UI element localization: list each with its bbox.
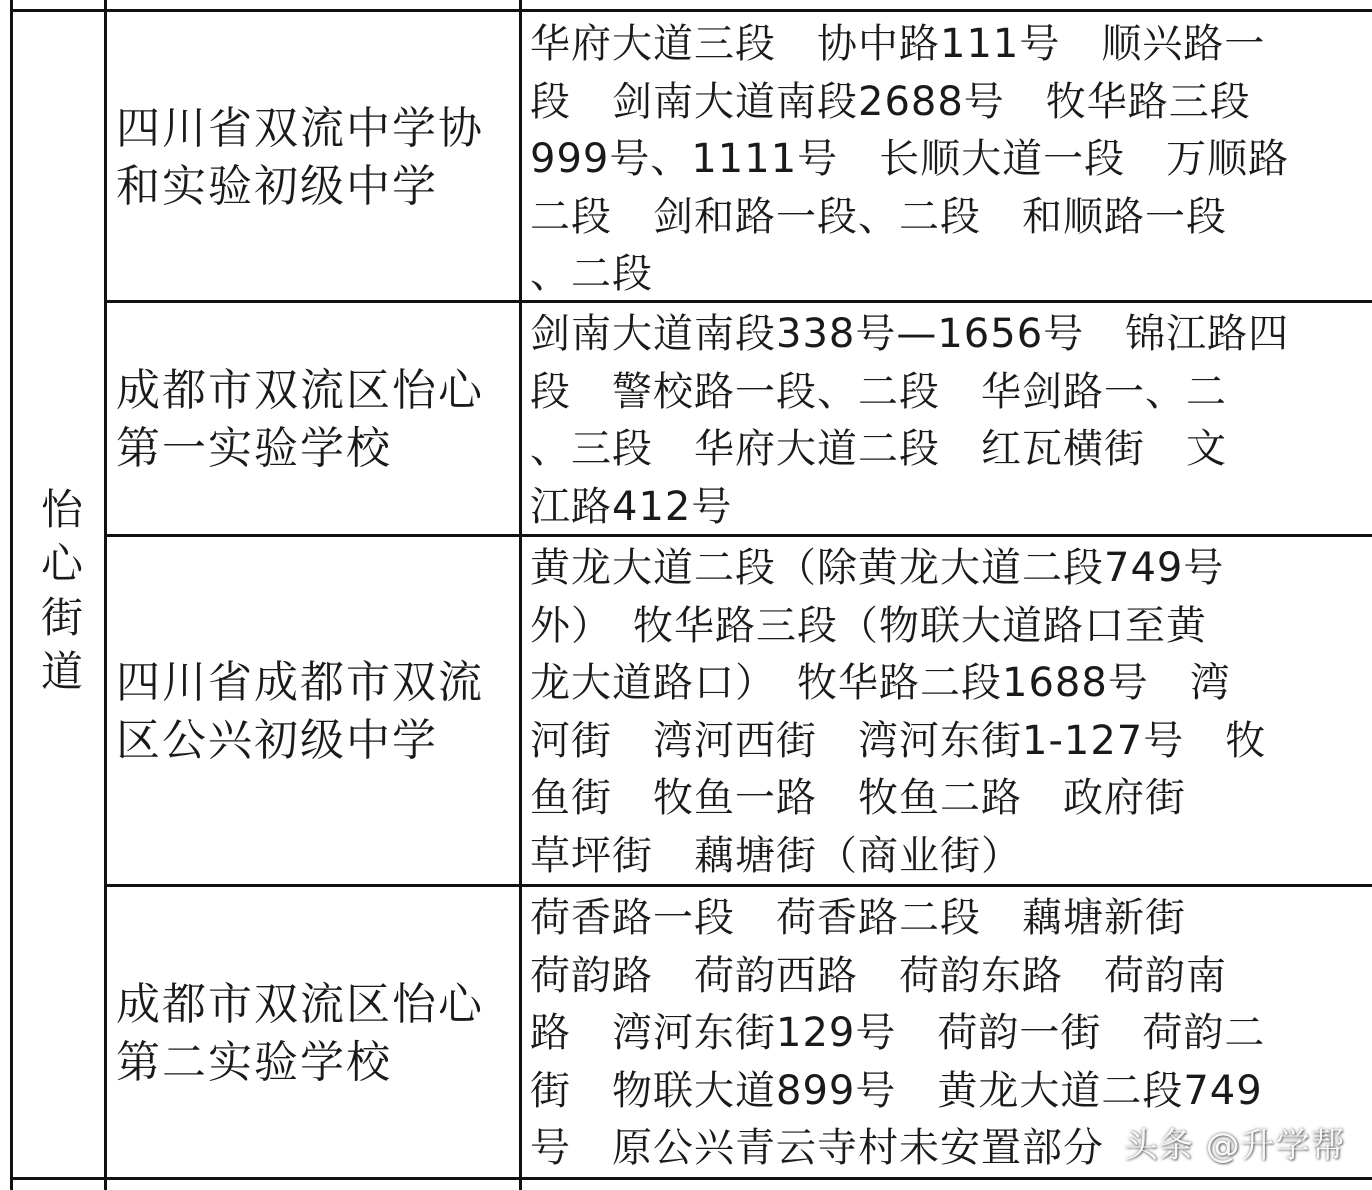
watermark: 头条 @升学帮 [1124,1126,1346,1166]
school-name: 成都市双流区怡心 第二实验学校 [116,978,484,1088]
table-border-bottom [10,1177,1372,1180]
school-addresses: 黄龙大道二段（除黄龙大道二段749号 外） 牧华路三段（物联大道路口至黄 龙大道路口） 牧华路二段1688号 湾 河街 湾河西街 湾河东街1-127号 牧 鱼街 牧鱼一路 牧鱼二路 政府街 草坪街 藕塘街（商业街） [530,545,1267,879]
school-addresses: 剑南大道南段338号—1656号 锦江路四 段 警校路一段、二段 华剑路一、二 、三段 华府大道二段 红瓦横街 文 江路412号 [530,311,1290,530]
school-name: 成都市双流区怡心 第一实验学校 [116,365,484,474]
table-border-top [10,9,1372,12]
table-border-left [10,0,13,1190]
row-divider [104,300,1372,303]
school-addresses: 荷香路一段 荷香路二段 藕塘新街 荷韵路 荷韵西路 荷韵东路 荷韵南 路 湾河东街129号 荷韵一街 荷韵二 街 物联大道899号 黄龙大道二段749 号 原公兴青云寺村未安置部分 [530,895,1266,1171]
row-divider [104,884,1372,887]
school-name: 四川省双流中学协 和实验初级中学 [116,103,484,212]
district-name: 怡心街道 [35,486,84,703]
school-addresses: 华府大道三段 协中路111号 顺兴路一 段 剑南大道南段2688号 牧华路三段 999号、1111号 长顺大道一段 万顺路 二段 剑和路一段、二段 和顺路一段 、二段 [530,21,1290,297]
school-name: 四川省成都市双流 区公兴初级中学 [116,657,484,766]
district-cell [14,12,104,1177]
row-divider [104,534,1372,537]
table-border-school [519,0,522,1190]
table-border-district [104,0,107,1190]
